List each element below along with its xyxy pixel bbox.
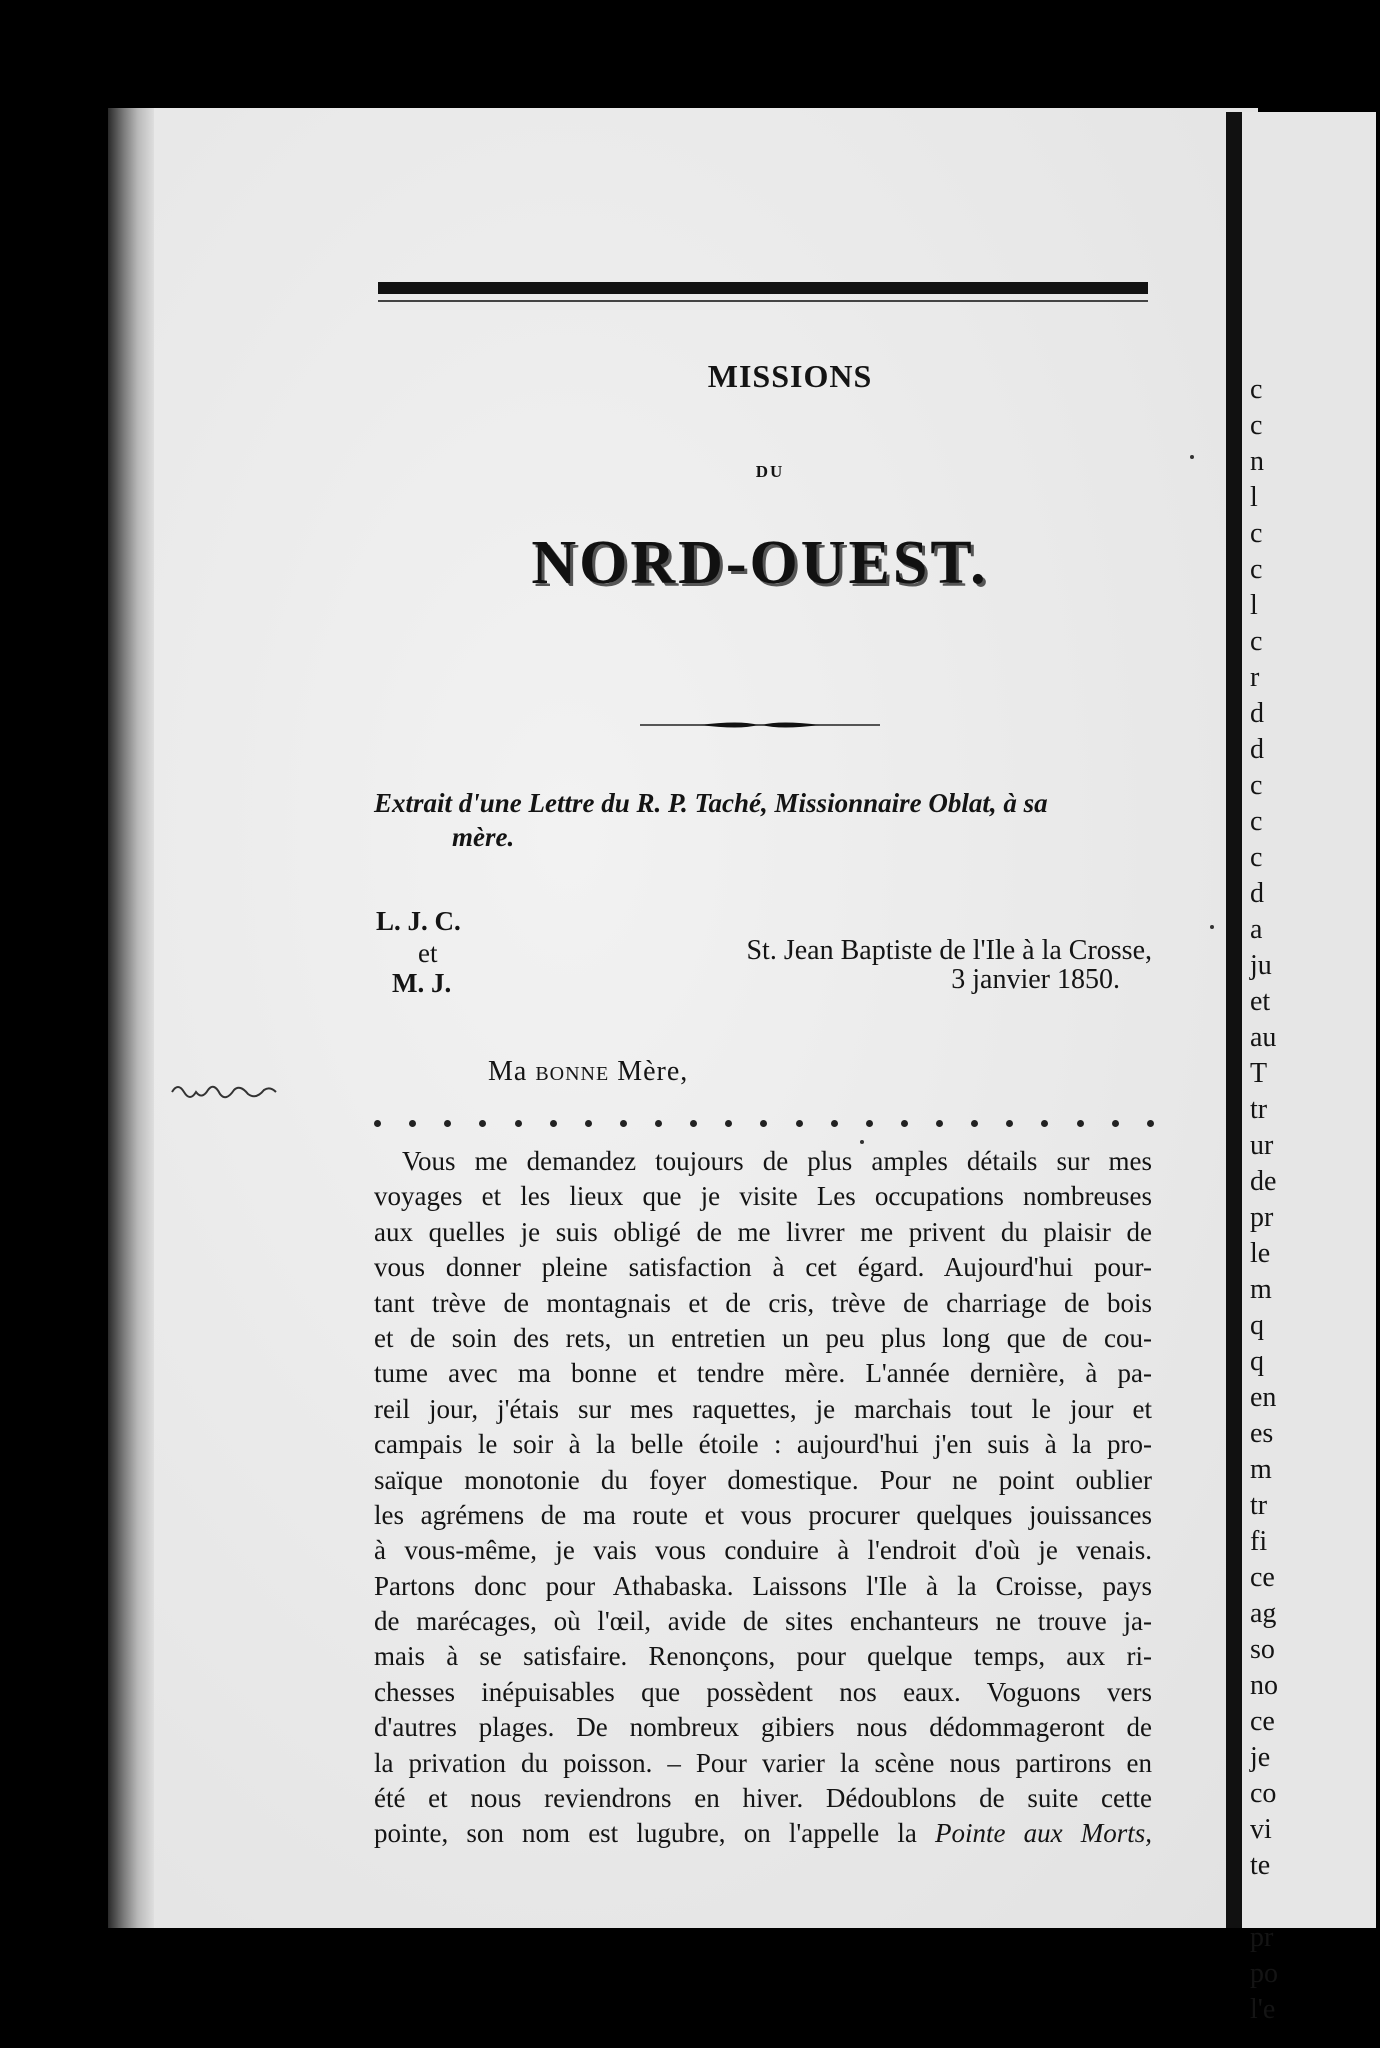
facing-page-fragment: m xyxy=(1250,1274,1272,1305)
facing-page-fragment: d xyxy=(1250,698,1264,729)
page-speck xyxy=(860,1140,864,1144)
separator-dot xyxy=(1077,1120,1084,1127)
facing-page-fragment: T xyxy=(1250,1058,1268,1089)
facing-page-fragment: l'e xyxy=(1250,1994,1276,2025)
facing-page-fragment: no xyxy=(1250,1670,1278,1701)
facing-page-fragment: po xyxy=(1250,1958,1278,1989)
extract-line-1: Extrait d'une Lettre du R. P. Taché, Missionnaire Oblat, à sa xyxy=(374,788,1048,818)
header-rule-thin xyxy=(378,300,1148,302)
ornament-divider xyxy=(640,718,880,732)
separator-dot xyxy=(620,1120,627,1127)
facing-page-fragment: au xyxy=(1250,1022,1277,1053)
last-line-italic: Pointe aux Morts, xyxy=(934,1818,1152,1849)
page-speck xyxy=(1190,455,1194,459)
separator-dot xyxy=(515,1120,522,1127)
facing-page-fragment: ce xyxy=(1250,1706,1275,1737)
body-line: et de soin des rets, un entretien un peu plus long que de cou- xyxy=(374,1322,1152,1353)
letter-body xyxy=(374,1144,1152,1852)
separator-dot xyxy=(831,1120,838,1127)
body-line: reil jour, j'étais sur mes raquettes, je marchais tout le jour et xyxy=(374,1393,1152,1424)
facing-page-fragment: c xyxy=(1250,842,1263,873)
facing-page-fragment: c xyxy=(1250,806,1263,837)
header-rule xyxy=(378,282,1148,294)
facing-page-fragment: tr xyxy=(1250,1094,1268,1125)
facing-page-fragment: ju xyxy=(1250,950,1272,981)
body-line: à vous-même, je vais vous conduire à l'endroit d'où je venais. xyxy=(374,1535,1152,1566)
body-line: la privation du poisson. – Pour varier la scène nous partirons en xyxy=(374,1747,1152,1778)
body-line: chesses inépuisables que possèdent nos eaux. Voguons vers xyxy=(374,1676,1152,1707)
extract-caption xyxy=(374,786,1174,854)
handwritten-mark xyxy=(168,1078,278,1108)
facing-page-fragment: en xyxy=(1250,1382,1277,1413)
book-spine xyxy=(108,108,154,1928)
separator-dot xyxy=(1041,1120,1048,1127)
separator-dot xyxy=(690,1120,697,1127)
body-line: Vous me demandez toujours de plus amples détails sur mes xyxy=(402,1146,1152,1176)
facing-page-fragment: vi xyxy=(1250,1814,1272,1845)
body-line: voyages et les lieux que je visite Les occupations nombreuses xyxy=(374,1181,1152,1212)
facing-page-fragment: c xyxy=(1250,554,1263,585)
separator-dot xyxy=(585,1120,592,1127)
separator-dot xyxy=(971,1120,978,1127)
facing-page-text xyxy=(1250,372,1380,2028)
facing-page-fragment: q xyxy=(1250,1346,1264,1377)
body-line: aux quelles je suis obligé de me livrer me privent du plaisir de xyxy=(374,1216,1152,1247)
page-speck xyxy=(1210,925,1214,929)
separator-dot xyxy=(655,1120,662,1127)
dateline-ljc: L. J. C. xyxy=(376,906,461,936)
facing-page-fragment: so xyxy=(1250,1634,1275,1665)
body-line: Partons donc pour Athabaska. Laissons l'Ile à la Croisse, pays xyxy=(374,1570,1152,1601)
facing-page-fragment: c xyxy=(1250,770,1263,801)
page-gutter xyxy=(1226,112,1242,1928)
extract-line-2: mère. xyxy=(452,822,515,852)
separator-dot xyxy=(760,1120,767,1127)
facing-page-fragment: l xyxy=(1250,590,1258,621)
salutation-bonne: bonne xyxy=(535,1056,610,1087)
dateline-et: et xyxy=(418,938,438,968)
body-line: été et nous reviendrons en hiver. Dédoublons de suite cette xyxy=(374,1783,1152,1814)
facing-page-fragment: pr xyxy=(1250,1922,1274,1953)
separator-dot xyxy=(444,1120,451,1127)
separator-dot xyxy=(479,1120,486,1127)
facing-page-fragment: d xyxy=(1250,734,1264,765)
facing-page-fragment: c xyxy=(1250,410,1263,441)
last-line-text: pointe, son nom est lugubre, on l'appelle la xyxy=(374,1818,917,1849)
facing-page-fragment: c xyxy=(1250,518,1263,549)
facing-page-fragment: m xyxy=(1250,1454,1272,1485)
facing-page-fragment: ur xyxy=(1250,1130,1274,1161)
body-line: de marécages, où l'œil, avide de sites enchanteurs ne trouve ja- xyxy=(374,1606,1152,1637)
separator-dot xyxy=(725,1120,732,1127)
facing-page xyxy=(1242,112,1376,2025)
facing-page-fragment: d xyxy=(1250,878,1264,909)
facing-page-fragment: ce xyxy=(1250,1562,1275,1593)
facing-page-fragment: ag xyxy=(1250,1598,1277,1629)
facing-page-fragment xyxy=(1250,1884,1380,1920)
body-line: campais le soir à la belle étoile : aujourd'hui j'en suis à la pro- xyxy=(374,1429,1152,1460)
separator-dot xyxy=(1006,1120,1013,1127)
facing-page-fragment: c xyxy=(1250,626,1263,657)
dateline-place: St. Jean Baptiste de l'Ile à la Crosse, xyxy=(746,935,1152,966)
separator-dot xyxy=(409,1120,416,1127)
facing-page-fragment: fi xyxy=(1250,1526,1268,1557)
facing-page-fragment: je xyxy=(1250,1742,1271,1773)
facing-page-fragment: tr xyxy=(1250,1490,1268,1521)
body-line: tume avec ma bonne et tendre mère. L'année dernière, à pa- xyxy=(374,1358,1152,1389)
body-line: d'autres plages. De nombreux gibiers nous dédommageront de xyxy=(374,1712,1152,1743)
facing-page-fragment: te xyxy=(1250,1850,1271,1881)
dateline-date: 3 janvier 1850. xyxy=(951,964,1120,995)
body-line: vous donner pleine satisfaction à cet égard. Aujourd'hui pour- xyxy=(374,1252,1152,1283)
body-line: tant trève de montagnais et de cris, trève de charriage de bois xyxy=(374,1287,1152,1318)
body-line: saïque monotonie du foyer domestique. Pour ne point oublier xyxy=(374,1464,1152,1495)
facing-page-fragment: r xyxy=(1250,662,1260,693)
body-line: les agrémens de ma route et vous procurer quelques jouissances xyxy=(374,1499,1152,1530)
facing-page-fragment: pr xyxy=(1250,1202,1274,1233)
separator-dot xyxy=(1112,1120,1119,1127)
body-line-last xyxy=(374,1816,1152,1851)
body-line: mais à se satisfaire. Renonçons, pour quelque temps, aux ri- xyxy=(374,1641,1152,1672)
heading-missions: MISSIONS xyxy=(707,358,873,394)
facing-page-fragment: et xyxy=(1250,986,1271,1017)
separator-dot xyxy=(550,1120,557,1127)
facing-page-fragment: a xyxy=(1250,914,1263,945)
facing-page-fragment: es xyxy=(1250,1418,1274,1449)
facing-page-fragment: de xyxy=(1250,1166,1277,1197)
separator-dot xyxy=(936,1120,943,1127)
facing-page-fragment: c xyxy=(1250,374,1263,405)
facing-page-fragment: le xyxy=(1250,1238,1271,1269)
separator-dot xyxy=(901,1120,908,1127)
salutation-ma: Ma xyxy=(488,1056,528,1087)
dotted-separator xyxy=(374,1120,1154,1127)
heading-nord-ouest: NORD-OUEST. xyxy=(531,529,989,597)
salutation xyxy=(488,1056,688,1088)
facing-page-fragment: co xyxy=(1250,1778,1277,1809)
salutation-mere: Mère, xyxy=(617,1056,689,1087)
facing-page-fragment: n xyxy=(1250,446,1264,477)
dateline-mj: M. J. xyxy=(392,968,452,998)
separator-dot xyxy=(866,1120,873,1127)
separator-dot xyxy=(374,1120,381,1127)
facing-page-fragment: l xyxy=(1250,482,1258,513)
facing-page-fragment: q xyxy=(1250,1310,1264,1341)
separator-dot xyxy=(796,1120,803,1127)
separator-dot xyxy=(1147,1120,1154,1127)
heading-du: DU xyxy=(755,462,785,481)
